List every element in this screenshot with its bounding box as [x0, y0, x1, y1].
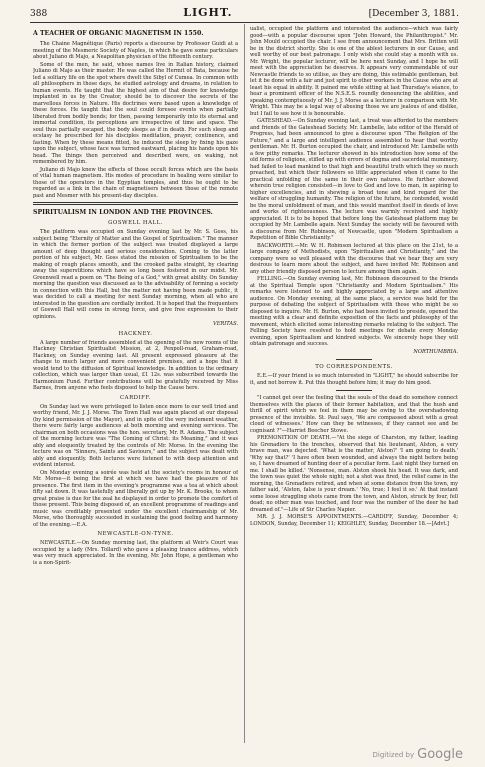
left-column: [33, 26, 238, 745]
column-divider: [244, 24, 245, 743]
paragraph: E.E.—If your friend is so much interested in "LIGHT," he should subscribe for it, and not borrow it. Put this thought before him; it may do him good.: [250, 373, 458, 386]
paragraph: NEWCASTLE.—On Sunday morning last, the platform at Weir's Court was occupied by a lady (Mrs. Tollard) who gave a pleasing trance address, which was very much appreciated. In the evening, Mr. John Hope, a gentleman who is a non-Spirit-: [33, 540, 238, 566]
right-column: [250, 26, 458, 745]
paragraph: The platform was occupied on Sunday evening last by Mr. S. Goss, his subject being "Eternity of Matter and the Gospel of Spiritualism." The manner in which the former portion of the subject was treated displayed a large amount of deep thought and serious consideration. Coming to the latter portion of his subject, Mr. Goss stated the mission of Spiritualism to be the making of rough places smooth, and the crooked paths straight, by clearing away the superstitions which have so long been fostered in our midst. Mr. Greenwell read a poem on "The Being of a God," with great ability. On Sunday morning the question was discussed as to the advisability of forming a society in connection with this Hall, but the matter not having been made public, it was decided to call a meeting for next Sunday morning, when all who are interested in the question are cordially invited. It is hoped that the frequenters of Goswell Hall will come in strong force, and give free expression to their opinions.: [33, 229, 238, 320]
paragraph: On Sunday last we were privileged to listen once more to our well tried and worthy friend, Mr. J. J. Morse. The Town Hall was again placed at our disposal (by kind permission of the Mayor), and in spite of the very inclement weather, there were fairly large audiences at both morning and evening services. The chairman on both occasions was the hon. secretary, Mr. R. Adams. The subject of the morning lecture was "The Coming of Christ: its Meaning," and it was ably and eloquently treated by the controls of Mr. Morse. In the evening the lecture was on "Sinners, Saints and Saviours," and the subject was dealt with ably and eloquently. Both lectures were listened to with deep attention and evident interest.: [33, 403, 238, 468]
signature-northumbria: NORTHUMBRIA.: [413, 348, 458, 355]
google-watermark: [373, 747, 464, 762]
paragraph: The Chaine Magnétique (Paris) reports a discourse by Professor Guidi at a meeting of the Mesmeric Society of Naples, in which he gave some particulars about Juliano di Majo, a Neapolitan physician of the fifteenth century.: [33, 41, 238, 60]
page-number: 388: [30, 9, 48, 19]
article-heading-spiritualism: SPIRITUALISM IN LONDON AND THE PROVINCES.: [33, 209, 213, 216]
paragraph: MR. J. J. MORSE'S APPOINTMENTS.—CARDIFF, Sunday, December 4; LONDON, Sunday, December 11; KEIGHLEY, Sunday, December 18.—[Advt.]: [250, 514, 458, 527]
short-divider: [336, 390, 372, 391]
section-divider: [33, 202, 238, 205]
header-rule: [30, 22, 459, 23]
subheading-hackney: HACKNEY.: [118, 330, 153, 337]
issue-date: [December 3, 1881.: [368, 9, 459, 19]
paragraph: "I cannot get over the feeling that the souls of the dead do somehow connect themselves with the places of their former habitation, and that the hush and thrill of spirit which we feel in them may be owing to the overshadowing presence of the invisible. St. Paul says, 'We are compassed about with a great cloud of witnesses.' How can they be witnesses, if they cannot see and be cognisant ?"—Harriet Beecher Stowe.: [250, 395, 458, 434]
short-divider: [336, 359, 372, 360]
paragraph: FELLING.—On Sunday evening last, Mr. Robinson discoursed to the friends at the Spiritual Temple upon "Christianity and Modern Spiritualism." His remarks were listened to and highly appreciated by a large and attentive audience. On Monday evening, at the same place, a service was held for the purpose of debating the subject of Spiritualism with those who might be so disposed to inquire. Mr. H. Burton, who had been invited to preside, opened the meeting with a clear and definite exposition of the facts and philosophy of the movement, which elicited some interesting remarks relating to the subject. The Felling Society have resolved to hold meetings for debate every Monday evening, upon Spiritualism and kindred subjects. We sincerely hope they will obtain patronage and success.: [250, 276, 458, 347]
paragraph: Some of the men, he said, whose names live in Italian history, claimed Juliano di Majo as their master. He was called the Hermit of Bata, because he led a solitary life on the spot where dwelt the Sibyl of Cumea. In common with all philosophers in those days, he studied astrology and dreams, in relation to human events. He taught that the highest aim of that desire for knowledge implanted in us by the Creator, should be to discover the secrets of the marvellous forces in Nature. His doctrines were based upon a knowledge of these forces. He taught that the soul could foresee events when partially liberated from bodily bonds; for then, passing temporarily into its eternal and immortal condition, its perceptions are irrespective of time and space. The soul thus partially escaped, the body sleeps as if in death. For such sleep and ecstasy he prescribed for his disciples meditation, prayer, continence, and fasting. When by these means fitted, he induced the sleep by fixing his gaze upon the subject, whose face was turned eastward, placing his hands upon his head. The things then perceived and described were, on waking, not remembered by him.: [33, 61, 238, 165]
subheading-goswell-hall: GOSWELL HALL.: [108, 220, 163, 226]
heading-to-correspondents: TO CORRESPONDENTS.: [315, 364, 393, 370]
signature-veritas: VERITAS.: [213, 321, 238, 327]
paragraph: PREMONITION OF DEATH.—"At the siege of Charston, my father, leading his Grenadiers to the trenches, observed that his lieutenant, Alston, a very brave man, was dejected. 'What is the matter, Alston?' 'I am going to death.' 'Why say that?' 'I have often been wounded, and always the night before being so, I have dreamed of hunting deer of a peculiar form. Last night they turned on me. I shall be killed.' 'Nonsense, man. Alston shook his head. It was dark, and the town was quiet the whole night; not a shot was fired, the relief came in the morning, the Grenadiers retired, and when at some distance from the town, my father said, 'Alston, false is your dream.' 'No, true; I feel it so.' At that instant some loose straggling shots came from the town, and Alston, struck by four, fell dead; no other man was touched, and four was the number of the deer he had dreamed of."—Life of Sir Charles Napier.: [250, 435, 458, 513]
publication-title: LIGHT.: [183, 6, 233, 19]
paragraph: GATESHEAD.—On Sunday evening last, a treat was afforded to the members and friends of the Gateshead Society. Mr. Lambelle, late editor of the Herald of Progress, had been announced to give a discourse upon "The Religion of the Future," and a large and intelligent audience assembled to hear that worthy gentleman. Mr. H. Burton occupied the chair, and introduced Mr. Lambelle with a few pithy remarks. The lecturer showed in his introduction how some of the old forms of religions, stifled up with errors of dogma and sacerdotal mummery, had failed to lead mankind to that high and beautiful truth which they so much preached, but which their followers so little appreciated when it came to the practical unfolding of the same in their own natures. He further showed wherein true religion consisted—in love to God and love to man, in aspiring to higher excellencies, and in shewing a broad tone and kind regard for the welfare of struggling humanity. The religion of the future, he contended, would be the moral unfoldment of man, and this would manifest itself in deeds of love and works of righteousness. The lecture was warmly received and highly appreciated. It is to be hoped that before long the Gateshead platform may be occupied by Mr. Lambelle again. Next Sunday the society will be favoured with a discourse from Mr. Robinson, of Newcastle, upon "Modern Spiritualism a Repetition of Bible Christianity.": [250, 118, 458, 241]
paragraph: On Monday evening a soirée was held at the society's rooms in honour of Mr. Morse—it being the first at which we have had the pleasure of his presence. The first item in the evening's programme was a tea at which about fifty sat down. It was tastefully and liberally got up by Mr. K. Brooks, to whom great praise is due for the zeal he displayed in order to promote the comfort of those present. This being disposed of, an excellent programme of readings and music was creditably presented under the excellent chairmanship of Mr. Morse, who thoroughly succeeded in sustaining the good feeling and harmony of the evening.—E.A.: [33, 469, 238, 528]
page-header: [30, 6, 459, 20]
article-heading-organic-magnetism: A TEACHER OF ORGANIC MAGNETISM IN 1550.: [33, 30, 204, 37]
paragraph: Juliano di Majo knew the effects of those occult forces which are the basis of vital human magnetism. His modes of procedure in healing were similar to those of the operators in the Egyptian temples, and thus he ought to be regarded as a link in the chain of magnetisers between those of the remote past and Mesmer with his present-day disciples.: [33, 166, 238, 199]
google-logo-text: Google: [417, 747, 463, 762]
paragraph: A large number of friends assembled at the opening of the new rooms of the Hackney Christian Spiritualist Mission, at 2, Penpoll-road, Graham-road, Hackney, on Sunday evening last. All present expressed pleasure at the change to much larger and more convenient premises, and a hope that it would tend to the diffusion of Spiritual knowledge. In addition to the ordinary collection, which was larger than usual, £1 12s. was subscribed towards the Harmonium Fund. Further contributions will be gratefully received by Miss Barnes, from anyone who feels disposed to help the Cause here.: [33, 339, 238, 391]
subheading-cardiff: CARDIFF.: [120, 394, 151, 401]
digitized-label: Digitized by: [372, 750, 415, 759]
paragraph: BACKWORTH.—Mr. W. H. Robinson lectured at this place on the 21st, to a large company of Methodists, upon "Spiritualism and Christianity," and the company were so well pleased with the discourse that we hear they are very desirous to learn more about the subject, and have invited Mr. Robinson and any other friendly disposed person to lecture among them again.: [250, 242, 458, 275]
subheading-newcastle: NEWCASTLE-ON-TYNE.: [97, 531, 174, 537]
paragraph: ualist, occupied the platform and interested the audience—which was fairly good—with a popular discourse upon "John Howard, the Philanthropist." Mr. John Mould occupied the chair. I see from announcement that Mrs. Britten will be in the district shortly. She is one of the ablest lecturers in our Cause, and well worthy of our best patronage. I only wish she could stay a month with us. Mr. Wright, the popular lecturer, will be here next Sunday, and I hope he will meet with the appreciation he deserves. It appears very commendable of our Newcastle friends to so utilise, as they are doing, this estimable gentleman, but let it be done with a fair and just spirit to other workers in the Cause who are at least his equal in ability. It pained me while sitting at last Thursday's séance, to hear a prominent officer of the N.S.E.S. roundly denouncing the abilities, and speaking contemptuously of Mr. J. J. Morse as a lecturer in comparison with Mr. Wright. This may be a legal way of abusing those we are jealous of and dislike, but I fail to see how it is honourable.: [250, 26, 458, 117]
